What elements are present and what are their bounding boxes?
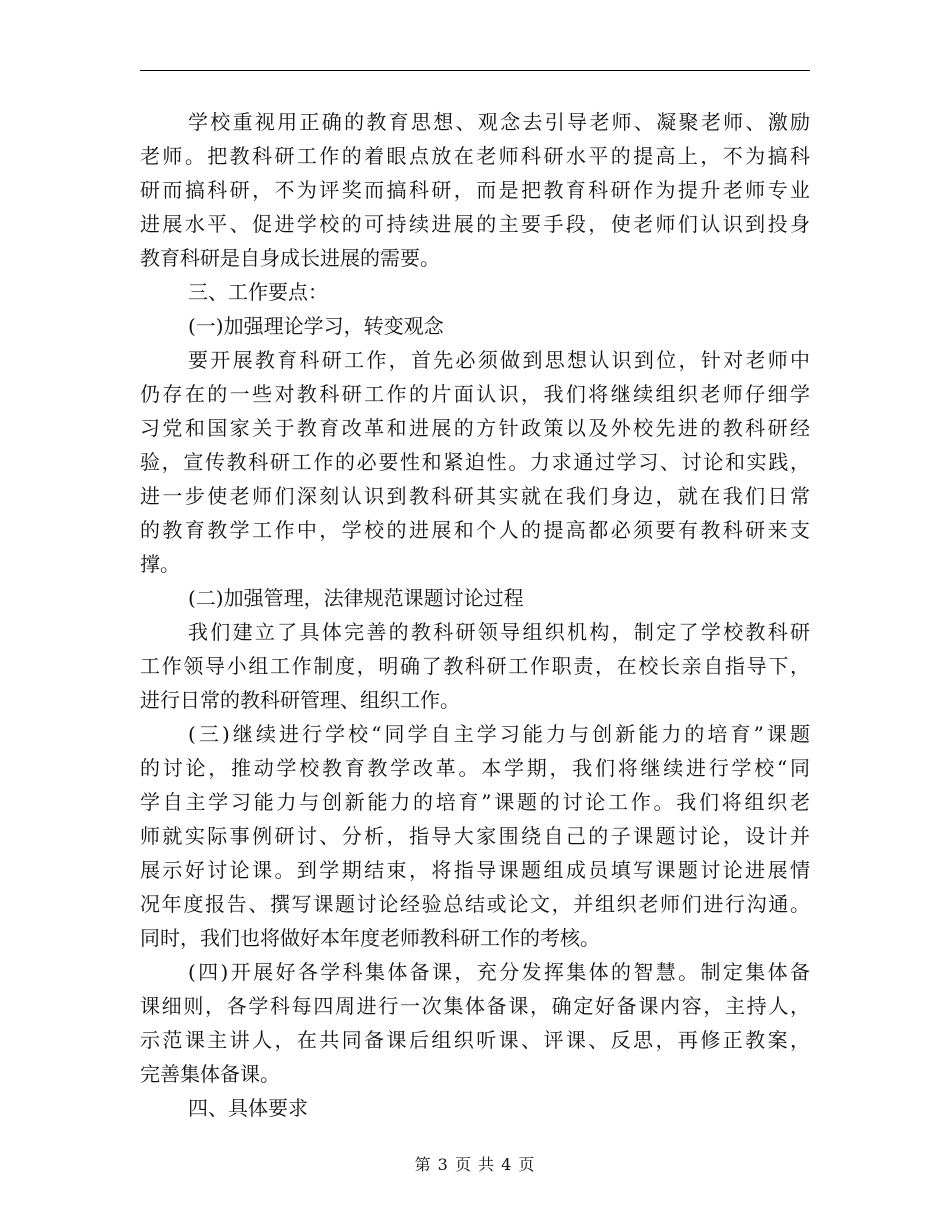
text-line: 四、具体要求	[188, 1096, 308, 1120]
text-line: 我们建立了具体完善的教科研领导组织机构，制定了学校教科研	[188, 620, 810, 644]
text-line: (四)开展好各学科集体备课，充分发挥集体的智慧。制定集体备	[188, 960, 810, 984]
text-line: 要开展教育科研工作，首先必须做到思想认识到位，针对老师中	[188, 348, 810, 372]
text-line: 况年度报告、撰写课题讨论经验总结或论文，并组织老师们进行沟通。	[140, 892, 810, 916]
text-line: 师就实际事例研讨、分析，指导大家围绕自己的子课题讨论，设计并	[140, 824, 810, 848]
text-line: 展示好讨论课。到学期结束，将指导课题组成员填写课题讨论进展情	[140, 858, 810, 882]
text-line: (二)加强管理，法律规范课题讨论过程	[188, 586, 524, 610]
text-line: 老师。把教科研工作的着眼点放在老师科研水平的提高上，不为搞科	[140, 144, 810, 168]
text-line: 的讨论，推动学校教育教学改革。本学期，我们将继续进行学校“同	[140, 756, 810, 780]
text-line: 三、工作要点：	[188, 280, 328, 304]
paragraph-2	[140, 615, 810, 717]
subheading-1	[140, 309, 810, 343]
text-line: 习党和国家关于教育改革和进展的方针政策以及外校先进的教科研经	[140, 416, 810, 440]
text-line: 学自主学习能力与创新能力的培育”课题的讨论工作。我们将组织老	[140, 790, 810, 814]
paragraph-3	[140, 717, 810, 955]
text-line: 仍存在的一些对教科研工作的片面认识，我们将继续组织老师仔细学	[140, 382, 810, 406]
header-rule	[140, 70, 810, 71]
page-number: 第 3 页 共 4 页	[414, 1155, 536, 1174]
paragraph-4	[140, 955, 810, 1091]
text-line: 进展水平、促进学校的可持续进展的主要手段，使老师们认识到投身	[140, 212, 810, 236]
section-heading-3	[140, 275, 810, 309]
section-heading-4	[140, 1091, 810, 1125]
paragraph-1	[140, 343, 810, 581]
text-line: 撑。	[140, 552, 180, 576]
text-line: 验，宣传教科研工作的必要性和紧迫性。力求通过学习、讨论和实践，	[140, 450, 810, 474]
text-line: 学校重视用正确的教育思想、观念去引导老师、凝聚老师、激励	[188, 110, 810, 134]
intro-paragraph	[140, 105, 810, 275]
text-line: 课细则，各学科每四周进行一次集体备课，确定好备课内容，主持人，	[140, 994, 810, 1018]
text-line: (三)继续进行学校“同学自主学习能力与创新能力的培育”课题	[188, 722, 810, 746]
subheading-2	[140, 581, 810, 615]
text-line: 示范课主讲人，在共同备课后组织听课、评课、反思，再修正教案，	[140, 1028, 810, 1052]
text-line: 教育科研是自身成长进展的需要。	[140, 246, 440, 270]
text-line: (一)加强理论学习，转变观念	[188, 314, 444, 338]
text-line: 工作领导小组工作制度，明确了教科研工作职责，在校长亲自指导下，	[140, 654, 810, 678]
text-line: 的教育教学工作中，学校的进展和个人的提高都必须要有教科研来支	[140, 518, 810, 542]
text-line: 进一步使老师们深刻认识到教科研其实就在我们身边，就在我们日常	[140, 484, 810, 508]
text-line: 进行日常的教科研管理、组织工作。	[140, 688, 460, 712]
text-line: 研而搞科研，不为评奖而搞科研，而是把教育科研作为提升老师专业	[140, 178, 810, 202]
text-line: 完善集体备课。	[140, 1062, 280, 1086]
document-body	[140, 105, 810, 1125]
text-line: 同时，我们也将做好本年度老师教科研工作的考核。	[140, 926, 600, 950]
